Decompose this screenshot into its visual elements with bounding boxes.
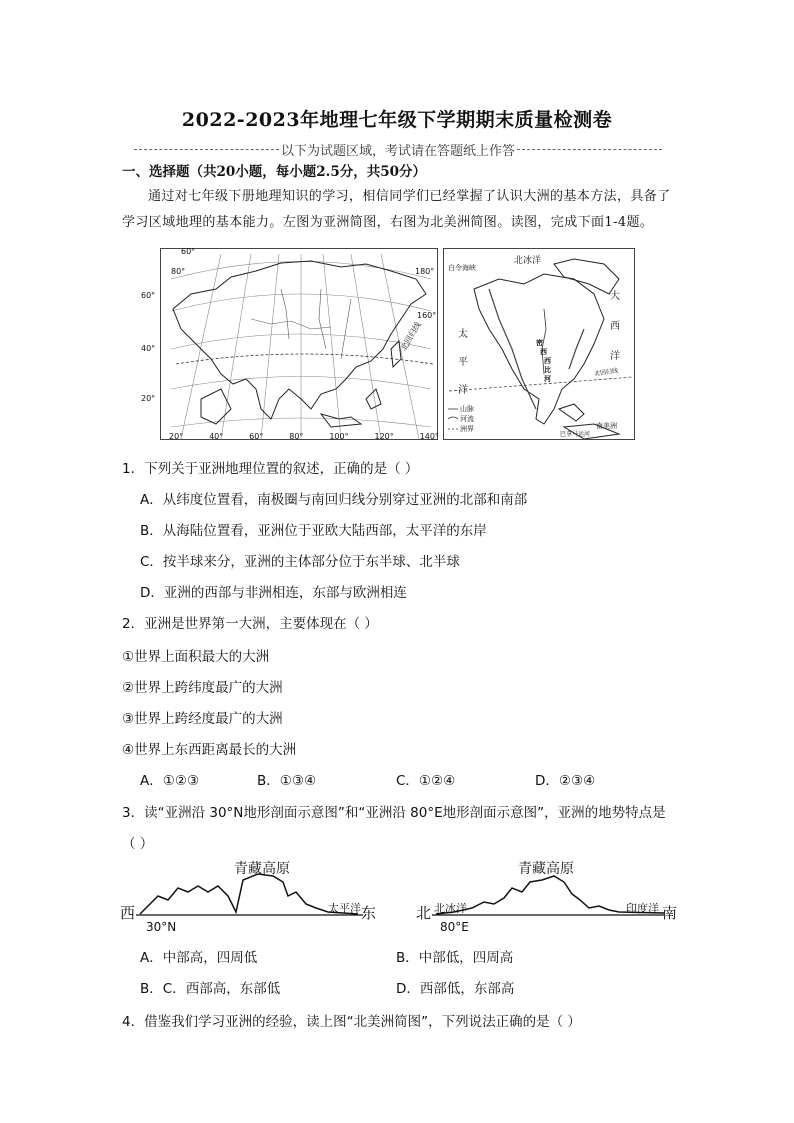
q2-stem: 2．亚洲是世界第一大洲，主要体现在（ ） <box>122 616 378 632</box>
q2-item-4: ④世界上东西距离最长的大洲 <box>122 742 297 758</box>
q1-option-d[interactable]: D．亚洲的西部与非洲相连，东部与欧洲相连 <box>140 585 407 601</box>
q3-option-b[interactable]: B．中部低，四周高 <box>396 950 514 966</box>
q3-stem: 3．读“亚洲沿 30°N地形剖面示意图”和“亚洲沿 80°E地形剖面示意图”，亚洲的地势特点是 <box>122 805 666 821</box>
na-sa-label: 南美洲 <box>596 422 617 430</box>
asia-lat-label-1: 60° <box>141 291 156 300</box>
profile-30n-plateau: 青藏高原 <box>234 861 290 877</box>
na-miss-char: 比 <box>544 366 551 374</box>
exam-title: 2022-2023年地理七年级下学期期末质量检测卷 <box>181 109 613 131</box>
q3-option-c[interactable] <box>140 977 280 997</box>
na-miss-char: 密 <box>536 339 543 347</box>
profile-30n-pacific: 太平洋 <box>328 902 361 915</box>
asia-bottom-label: 20° <box>169 432 184 441</box>
na-panama-label: 巴拿马运河 <box>560 431 591 438</box>
profile-30n-east: 东 <box>361 904 377 922</box>
asia-bottom-label: 60° <box>249 432 264 441</box>
na-bering-label: 白令海峡 <box>448 264 476 272</box>
asia-bottom-label: 140° <box>419 432 439 441</box>
asia-top-label-3: 180° <box>415 267 435 276</box>
profile-80e-arctic: 北冰洋 <box>434 902 467 915</box>
section-heading: 一、选择题（共20小题，每小题2.5分，共50分） <box>122 164 427 180</box>
q3-option-c-prefix: B． <box>140 981 163 997</box>
profile-80e-indian: 印度洋 <box>626 902 659 915</box>
asia-bottom-label: 80° <box>289 432 304 441</box>
asia-map-drawing <box>161 249 437 439</box>
notice-text: 以下为试题区域，考试请在答题纸上作答 <box>281 144 516 159</box>
na-atlantic-3: 洋 <box>610 351 620 362</box>
na-miss-char: 河 <box>544 375 551 383</box>
na-arctic-label: 北冰洋 <box>514 256 542 266</box>
q2-item-2: ②世界上跨纬度最广的大洲 <box>122 680 283 696</box>
asia-bottom-label: 40° <box>209 432 224 441</box>
q2-option-c[interactable]: C．①②④ <box>396 773 456 789</box>
intro-paragraph: 通过对七年级下册地理知识的学习，相信同学们已经掌握了认识大洲的基本方法，具备了学习区域地理的基本能力。左图为亚洲简图，右图为北美洲简图。读图，完成下面1-4题。 <box>122 189 671 230</box>
q3-paren: （ ） <box>122 836 154 852</box>
na-legend-mountain: 山脉 <box>460 405 474 413</box>
q1-stem: 1．下列关于亚洲地理位置的叙述，正确的是（ ） <box>122 461 419 477</box>
q3-option-c-text: C．西部高，东部低 <box>162 981 281 997</box>
na-atlantic-2: 西 <box>610 321 620 332</box>
asia-bottom-label: 100° <box>329 432 349 441</box>
na-pacific-3: 洋 <box>458 385 468 396</box>
q1-option-b[interactable]: B．从海陆位置看，亚洲位于亚欧大陆西部，太平洋的东岸 <box>140 523 487 539</box>
profile-80e-north: 北 <box>416 904 432 922</box>
profile-30n-lat: 30°N <box>146 920 177 934</box>
na-mississippi-label <box>536 339 551 384</box>
asia-tropic-label: 北回归线 <box>399 320 423 353</box>
na-pacific-1: 太 <box>458 329 468 340</box>
asia-lat-label-2: 40° <box>141 344 156 353</box>
notice-dash-left <box>134 149 279 150</box>
na-legend-river: 河流 <box>460 415 474 423</box>
na-tropic-label: 北回归线 <box>593 367 619 378</box>
q1-option-c[interactable]: C．按半球来分，亚洲的主体部分位于东半球、北半球 <box>140 554 460 570</box>
q4-stem: 4．借鉴我们学习亚洲的经验，读上图“北美洲简图”，下列说法正确的是（ ） <box>122 1014 581 1030</box>
q2-option-b[interactable]: B．①③④ <box>257 773 317 789</box>
na-atlantic-1: 大 <box>610 291 620 302</box>
answer-notice <box>134 140 662 159</box>
asia-map <box>141 247 439 441</box>
na-miss-char: 西 <box>540 348 547 356</box>
asia-lat-label-3: 20° <box>141 394 156 403</box>
profile-30n-west: 西 <box>120 904 136 922</box>
q2-option-a[interactable]: A．①②③ <box>140 773 200 789</box>
na-miss-char: 西 <box>544 357 551 365</box>
north-america-map <box>443 248 635 440</box>
asia-bottom-labels <box>169 432 439 441</box>
profile-80e <box>414 856 682 936</box>
asia-top-label-2: 80° <box>171 267 186 276</box>
q3-option-a[interactable]: A．中部高，四周低 <box>140 950 258 966</box>
q3-option-d[interactable]: D．西部低，东部高 <box>396 981 515 997</box>
profile-80e-plateau: 青藏高原 <box>518 861 574 877</box>
profile-30n <box>118 856 380 936</box>
notice-dash-right <box>517 149 662 150</box>
q2-item-1: ①世界上面积最大的大洲 <box>122 649 270 665</box>
q1-option-a[interactable]: A．从纬度位置看，南极圈与南回归线分别穿过亚洲的北部和南部 <box>140 492 528 508</box>
q2-item-3: ③世界上跨经度最广的大洲 <box>122 711 283 727</box>
profile-80e-south: 南 <box>662 904 678 922</box>
profile-80e-lon: 80°E <box>440 920 469 934</box>
na-pacific-2: 平 <box>458 357 468 368</box>
q2-option-d[interactable]: D．②③④ <box>535 773 596 789</box>
asia-right-label: 160° <box>417 311 437 320</box>
asia-top-label-1: 60° <box>181 247 196 256</box>
asia-bottom-label: 120° <box>374 432 394 441</box>
na-legend-boundary: 洲界 <box>460 425 474 433</box>
